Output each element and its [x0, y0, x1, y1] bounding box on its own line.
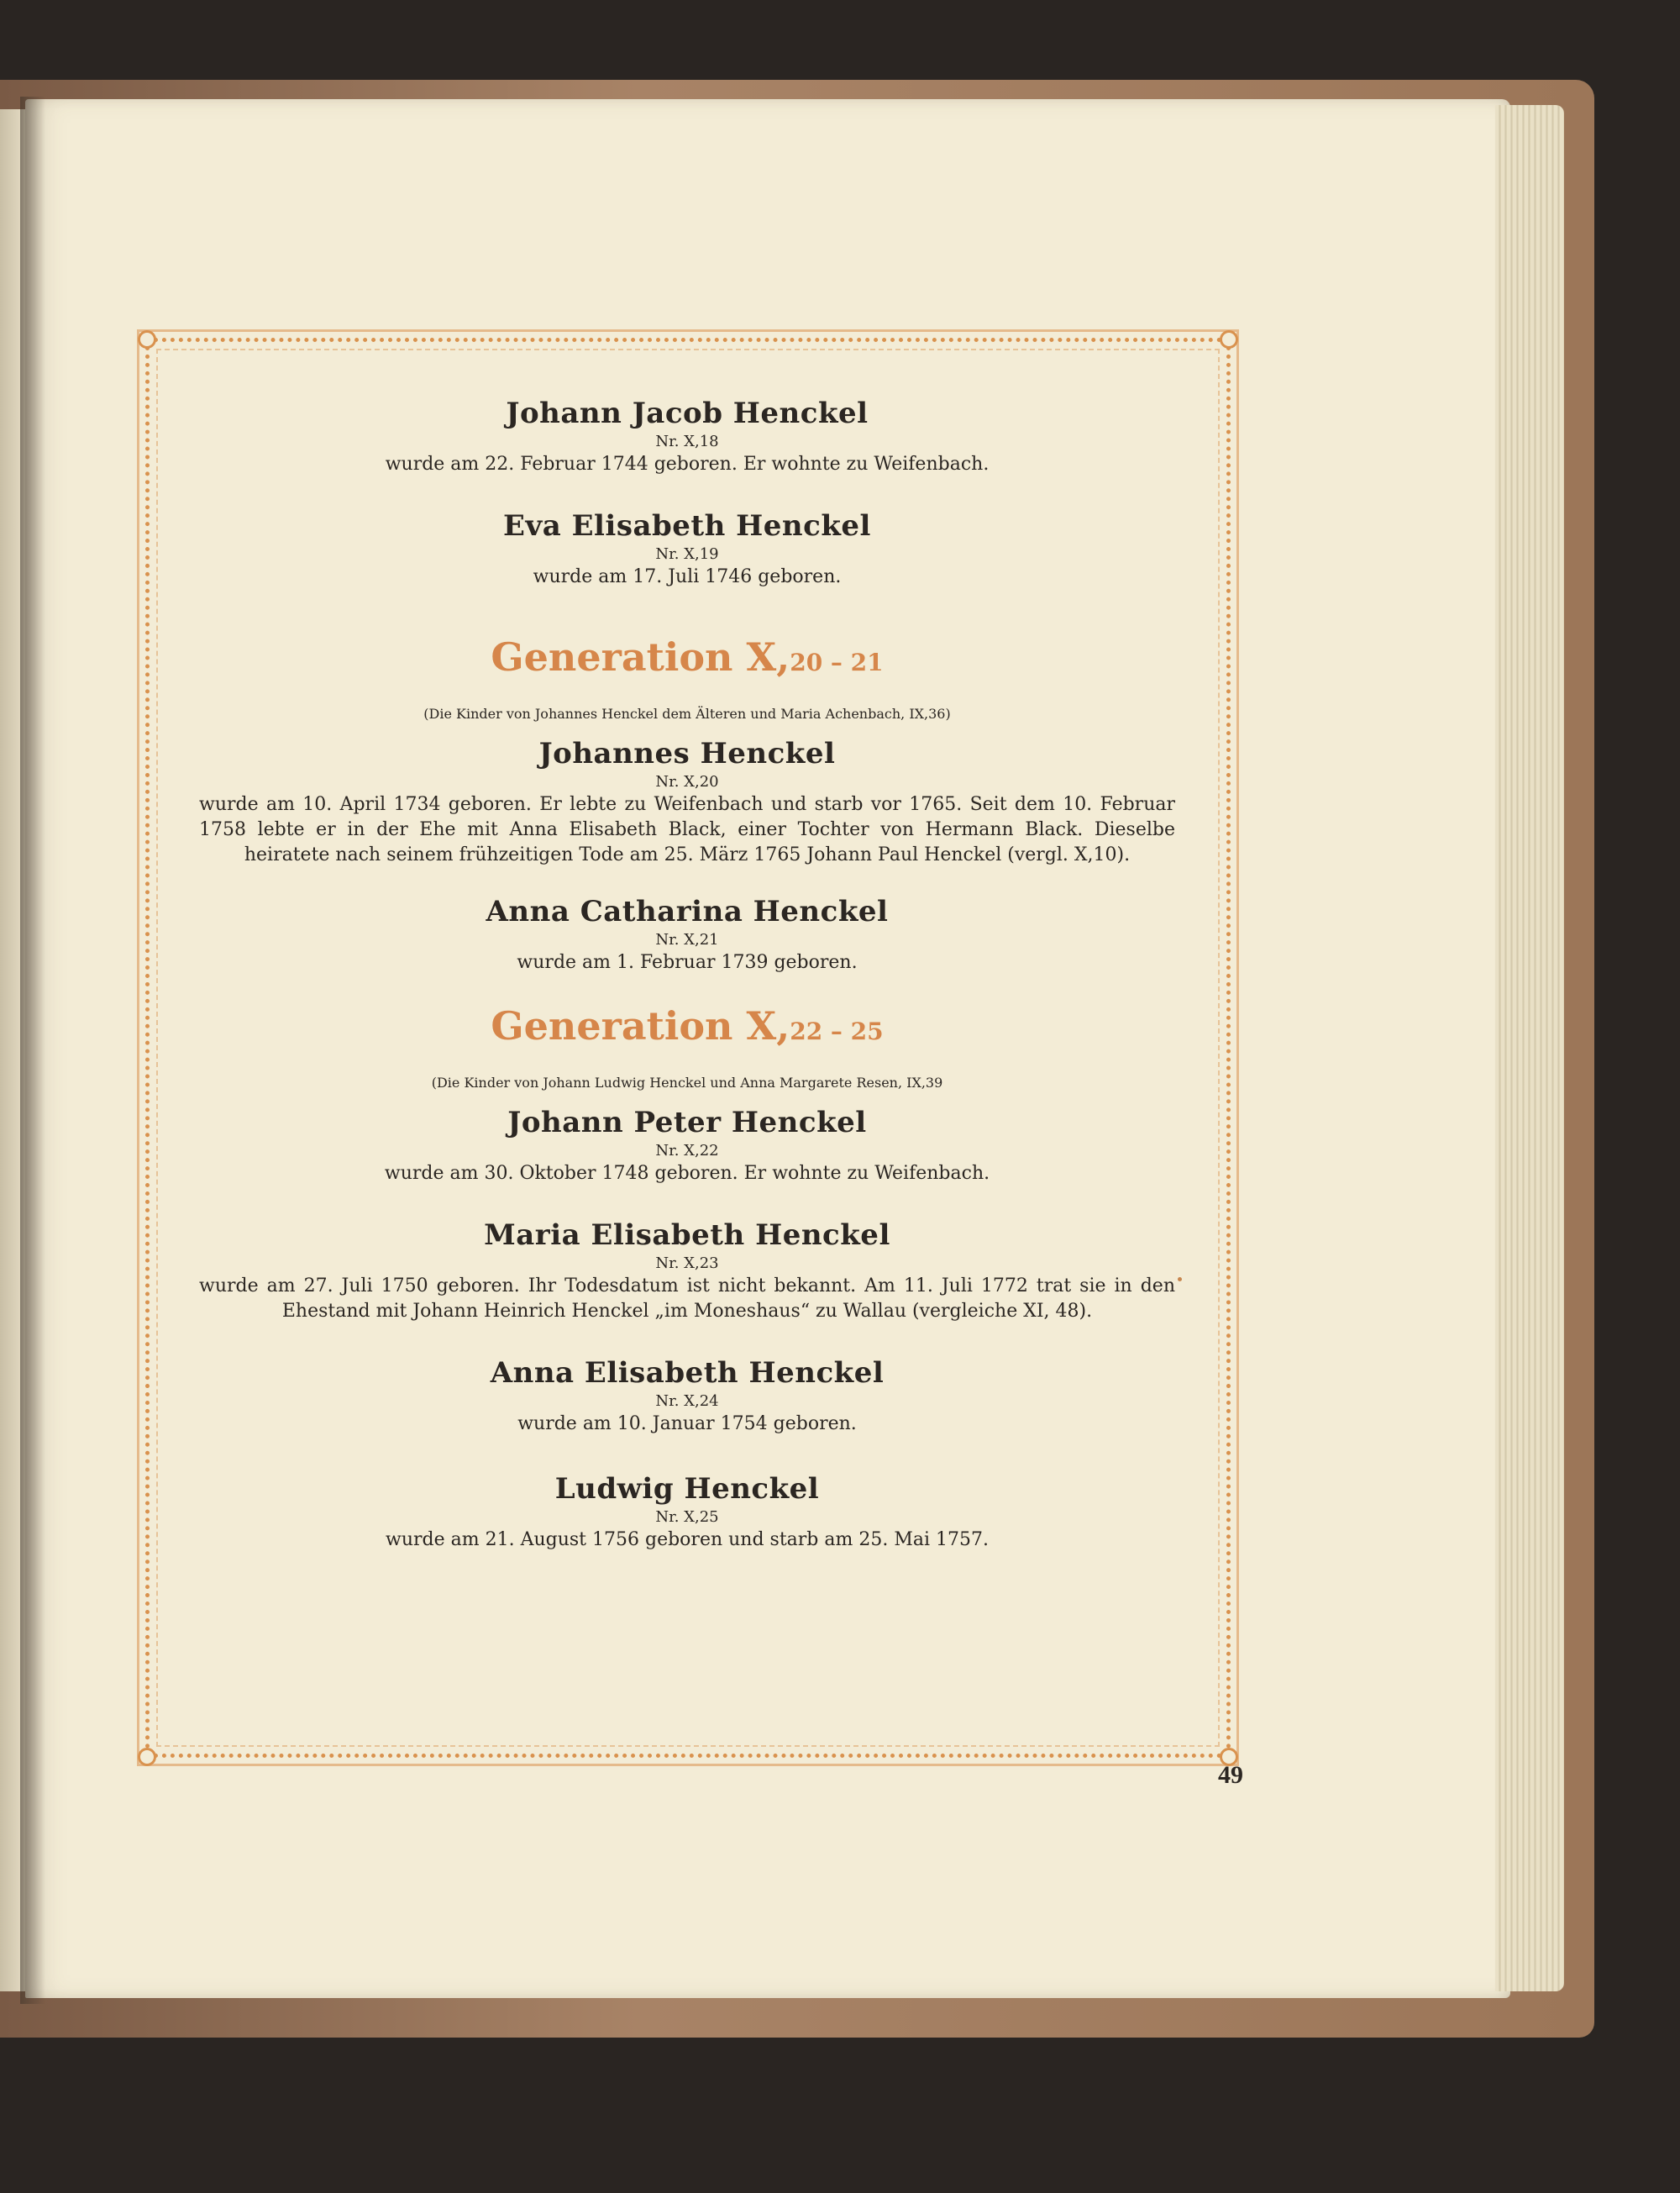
- page-content: [181, 382, 1194, 1553]
- entry-anna-elisabeth: [181, 1354, 1194, 1437]
- entry-name: Johann Jacob Henckel: [506, 397, 869, 430]
- entry-name: Maria Elisabeth Henckel: [484, 1218, 890, 1252]
- entry-text: wurde am 10. April 1734 geboren. Er lebte zu Weifenbach und starb vor 1765. Seit dem 10. Februar 1758 lebte er in der Ehe mit Anna Elisabeth Black, einer Tochter von Hermann Black. Dieselbe heiratete nach seinem frühzeitigen Tode am 25. März 1765 Johann Paul Henckel (vergl. X,10).: [199, 794, 1175, 865]
- entry-number: Nr. X,22: [655, 1142, 719, 1160]
- entry-number: Nr. X,24: [655, 1392, 719, 1410]
- entry-text: wurde am 30. Oktober 1748 geboren. Er wohnte zu Weifenbach.: [384, 1163, 990, 1184]
- entry-johann-peter: [181, 1104, 1194, 1186]
- frame-corner-ornament: [138, 1748, 156, 1766]
- entry-johannes: [181, 735, 1194, 868]
- generation-note: (Die Kinder von Johannes Henckel dem Älteren und Maria Achenbach, IX,36): [423, 706, 951, 722]
- entry-text: wurde am 10. Januar 1754 geboren.: [517, 1413, 857, 1434]
- entry-number: Nr. X,25: [655, 1508, 719, 1526]
- page-number: 49: [1218, 1761, 1243, 1789]
- generation-title: [181, 1001, 1194, 1057]
- entry-text: wurde am 21. August 1756 geboren und starb am 25. Mai 1757.: [386, 1529, 989, 1550]
- entry-name: Ludwig Henckel: [554, 1472, 820, 1506]
- frame-corner-ornament: [138, 330, 156, 349]
- generation-range: 20 – 21: [790, 649, 884, 676]
- entry-number: Nr. X,18: [655, 433, 719, 450]
- entry-text: wurde am 17. Juli 1746 geboren.: [533, 566, 842, 587]
- entry-number: Nr. X,21: [655, 931, 719, 949]
- generation-title-text: Generation X,: [491, 634, 790, 680]
- entry-text: wurde am 1. Februar 1739 geboren.: [517, 952, 858, 973]
- entry-number: Nr. X,19: [655, 545, 719, 563]
- paper-speck: [1178, 1277, 1182, 1281]
- entry-name: Johann Peter Henckel: [507, 1106, 867, 1139]
- entry-eva-elisabeth: [181, 507, 1194, 590]
- entry-number: Nr. X,23: [655, 1254, 719, 1272]
- frame-corner-ornament: [1220, 330, 1238, 349]
- entry-ludwig: [181, 1470, 1194, 1553]
- entry-name: Eva Elisabeth Henckel: [503, 509, 871, 543]
- entry-number: Nr. X,20: [655, 773, 719, 791]
- generation-heading-20-21: [181, 632, 1194, 723]
- entry-anna-catharina: [181, 893, 1194, 976]
- entry-johann-jacob: [181, 395, 1194, 477]
- generation-note: (Die Kinder von Johann Ludwig Henckel und Anna Margarete Resen, IX,39: [431, 1075, 943, 1091]
- generation-title-text: Generation X,: [491, 1003, 790, 1049]
- entry-name: Anna Elisabeth Henckel: [490, 1356, 885, 1390]
- entry-text: wurde am 27. Juli 1750 geboren. Ihr Todesdatum ist nicht bekannt. Am 11. Juli 1772 trat sie in den Ehestand mit Johann Heinrich Henckel „im Moneshaus“ zu Wallau (vergleiche XI, 48).: [199, 1275, 1175, 1322]
- entry-text: wurde am 22. Februar 1744 geboren. Er wohnte zu Weifenbach.: [385, 454, 990, 475]
- generation-heading-22-25: [181, 1001, 1194, 1092]
- spine-shadow: [20, 97, 45, 2004]
- entry-name: Johannes Henckel: [538, 737, 836, 770]
- page-edges: [1495, 105, 1564, 1991]
- generation-title: [181, 632, 1194, 688]
- entry-name: Anna Catharina Henckel: [486, 895, 889, 928]
- generation-range: 22 – 25: [790, 1018, 884, 1045]
- entry-maria-elisabeth: [181, 1217, 1194, 1324]
